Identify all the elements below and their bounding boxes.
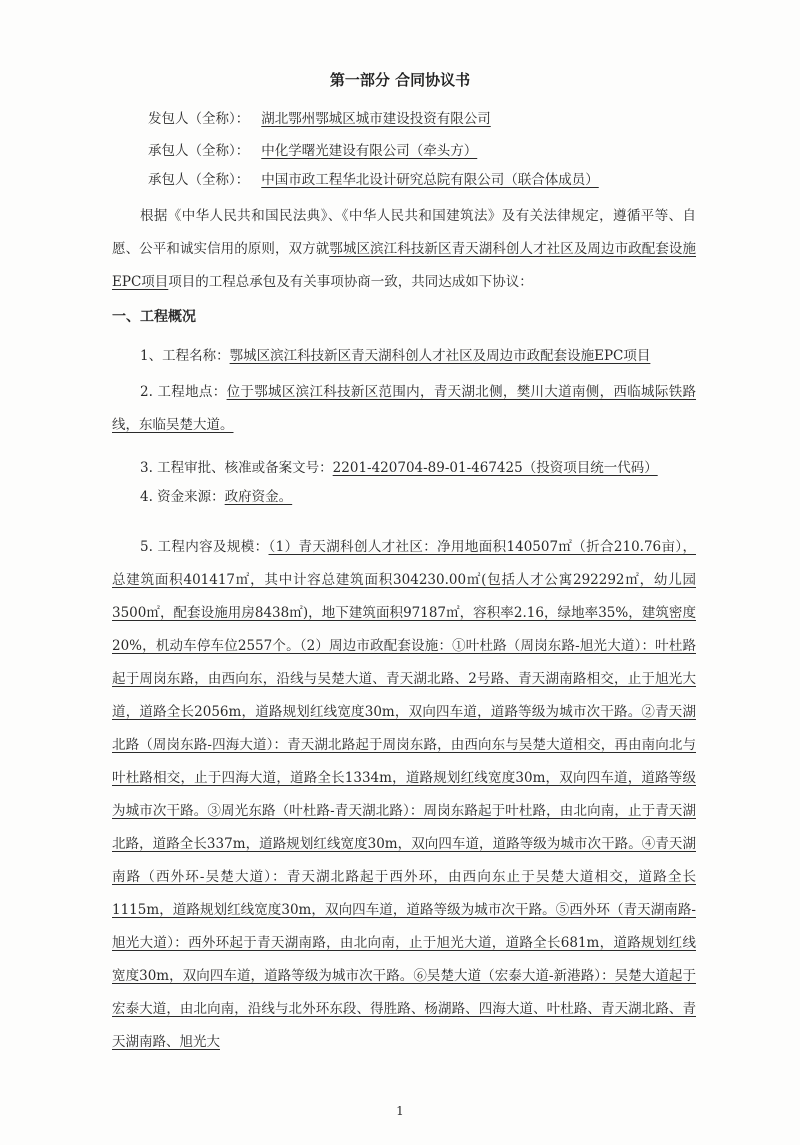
intro-pre: 根据《中华人民共和国民法典》、《中华人民共和国建筑法》及有关法律规定，遵循平等、自愿、公平和诚实信用的原则，双方就: [112, 208, 696, 257]
contractor-member-line: [148, 168, 599, 188]
employer-label: 发包人（全称）：: [148, 111, 250, 127]
item-scope-label: 5. 工程内容及规模：: [140, 539, 269, 555]
section-heading-overview: 一、工程概况: [112, 309, 196, 325]
item-scope-value: （1）青天湖科创人才社区：净用地面积140507㎡（折合210.76亩），总建筑面积401417㎡，其中计容总建筑面积304230.00㎡(包括人才公寓292292㎡，幼儿园3500㎡，配套设施用房8438㎡)，地下建筑面积97187㎡，容积率2.16，绿地率35%，建筑密度20%，机动车停车位2557个。（2）周边市政配套设施：①叶杜路（周岗东路-旭光大道）：叶杜路起于周岗东路，由西向东，沿线与吴楚大道、青天湖北路、2号路、青天湖南路相交，止于旭光大道，道路全长2056m，道路规划红线宽度30m，双向四车道，道路等级为城市次干路。②青天湖北路（周岗东路-四海大道）：青天湖北路起于周岗东路，由西向东与吴楚大道相交，再由南向北与叶杜路相交，止于四海大道，道路全长1334m，道路规划红线宽度30m，双向四车道，道路等级为城市次干路。③周光东路（叶杜路-青天湖北路）：周岗东路起于叶杜路，由北向南，止于青天湖北路，道路全长337m，道路规划红线宽度30m，双向四车道，道路等级为城市次干路。④青天湖南路（西外环-吴楚大道）：青天湖北路起于西外环，由西向东止于吴楚大道相交，道路全长1115m，道路规划红线宽度30m，双向四车道，道路等级为城市次干路。⑤西外环（青天湖南路-旭光大道）：西外环起于青天湖南路，由北向南，止于旭光大道，道路全长681m，道路规划红线宽度30m，双向四车道，道路等级为城市次干路。⑥吴楚大道（宏泰大道-新港路）：吴楚大道起于宏泰大道，由北向南，沿线与北外环东段、得胜路、杨湖路、四海大道、叶杜路、青天湖北路、青天湖南路、旭光大: [112, 539, 696, 1050]
item-location-label: 2. 工程地点：: [140, 384, 227, 400]
item-project-name-label: 1、工程名称：: [140, 348, 230, 364]
page-title: 第一部分 合同协议书: [329, 71, 471, 89]
item-scope: [112, 531, 696, 1059]
contractor-member-name: 中国市政工程华北设计研究总院有限公司（联合体成员）: [261, 172, 599, 188]
employer-line: [148, 107, 491, 127]
item-location-value: 位于鄂城区滨江科技新区范围内，青天湖北侧，樊川大道南侧，西临城际铁路线，东临吴楚大道。: [112, 384, 697, 433]
item-fund-source: [112, 481, 696, 514]
page-number: 1: [396, 1104, 404, 1118]
contractor-member-label: 承包人（全称）：: [148, 172, 250, 188]
item-fund-label: 4. 资金来源：: [140, 489, 225, 505]
contractor-lead-name: 中化学曙光建设有限公司（牵头方）: [261, 143, 478, 159]
item-approval-label: 3. 工程审批、核准或备案文号：: [140, 460, 333, 476]
item-location: [112, 376, 696, 442]
contractor-lead-label: 承包人（全称）：: [148, 143, 250, 159]
intro-post: 项目的工程总承包及有关事项协商一致，共同达成如下协议：: [168, 274, 533, 290]
item-approval-value: 2201-420704-89-01-467425（投资项目统一代码）: [332, 460, 658, 476]
employer-name: 湖北鄂州鄂城区城市建设投资有限公司: [261, 111, 491, 127]
intro-paragraph: [112, 200, 696, 299]
item-project-name: [112, 340, 696, 373]
intro-project-name: 鄂城区滨江科技新区青天湖科创人才社区及周边市政配套设施EPC项目: [112, 241, 697, 290]
item-project-name-value: 鄂城区滨江科技新区青天湖科创人才社区及周边市政配套设施EPC项目: [229, 348, 651, 364]
item-fund-value: 政府资金。: [224, 489, 293, 505]
contractor-lead-line: [148, 139, 477, 159]
